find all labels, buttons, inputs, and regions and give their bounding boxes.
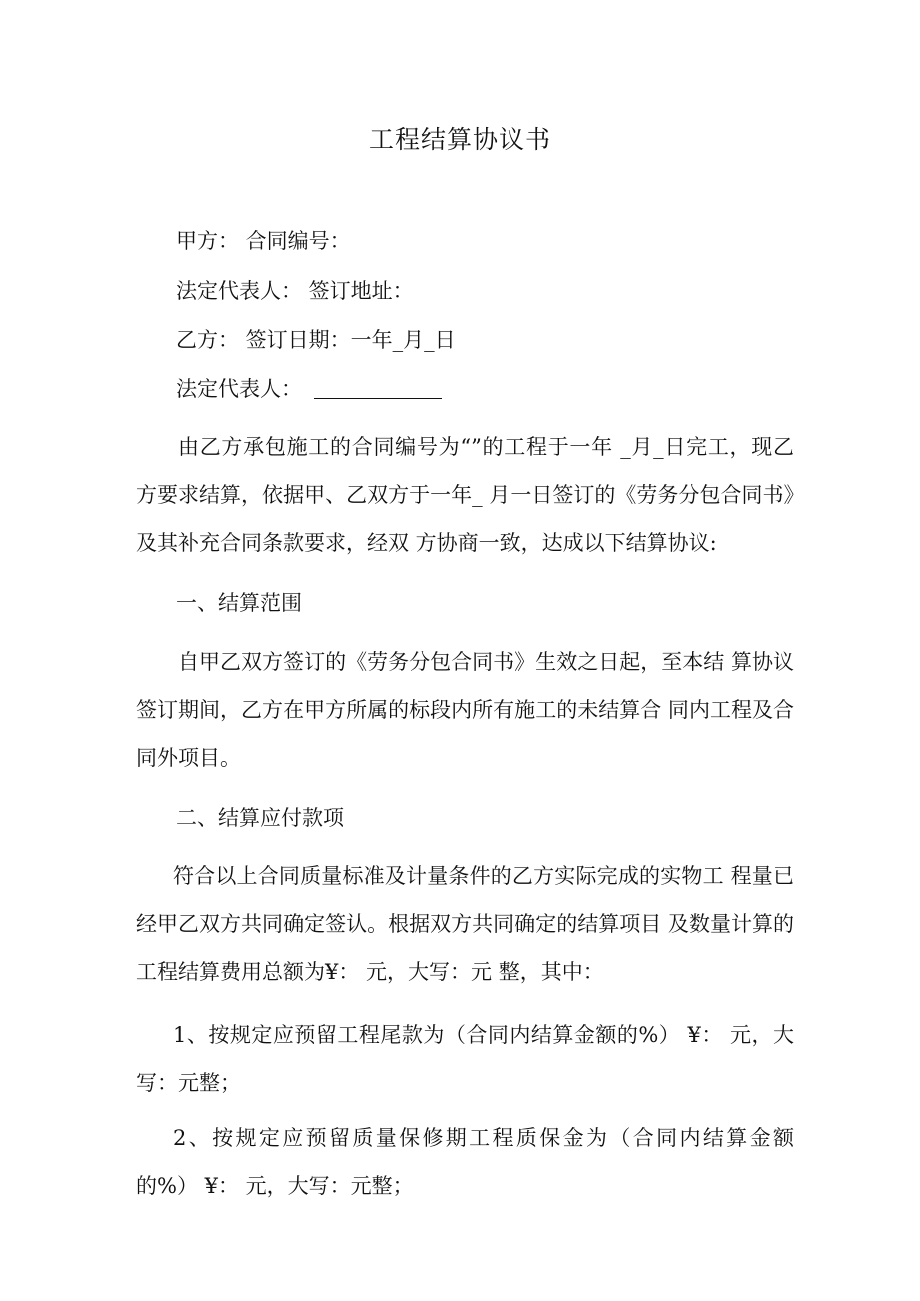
- section-heading-payment: 二、结算应付款项: [176, 806, 344, 830]
- payment-paragraph: 符合以上合同质量标准及计量条件的乙方实际完成的实物工 程量已经甲乙双方共同确定签认。根据双方共同确定的结算项目 及数量计算的工程结算费用总额为¥： 元，大写：元 整，其中：: [136, 864, 794, 984]
- signature-blank: [314, 398, 442, 399]
- retention-item-1: 1、按规定应预留工程尾款为（合同内结算金额的%） ¥： 元，大写：元整；: [136, 1023, 794, 1095]
- legal-rep-b-line: [176, 375, 442, 403]
- party-a-line: 甲方： 合同编号：: [176, 229, 351, 253]
- scope-paragraph: 自甲乙双方签订的《劳务分包合同书》生效之日起，至本结 算协议签订期间，乙方在甲方所属的标段内所有施工的未结算合 同内工程及合同外项目。: [136, 650, 794, 770]
- intro-paragraph: 由乙方承包施工的合同编号为“”的工程于一年 _月_日完工，现乙方要求结算，依据甲、乙双方于一年_ 月一日签订的《劳务分包合同书》及其补充合同条款要求，经双 方协商一致，达成以下结算协议:: [136, 435, 794, 555]
- warranty-item-2: 2、按规定应预留质量保修期工程质保金为（合同内结算金额的%） ¥： 元，大写：元整；: [136, 1126, 794, 1198]
- document-title: 工程结算协议书: [368, 125, 551, 154]
- party-b-line: 乙方： 签订日期：一年_月_日: [176, 328, 456, 352]
- legal-rep-a-line: 法定代表人： 签订地址：: [176, 279, 414, 303]
- section-heading-scope: 一、结算范围: [176, 591, 302, 615]
- legal-rep-b-label: 法定代表人：: [176, 377, 302, 401]
